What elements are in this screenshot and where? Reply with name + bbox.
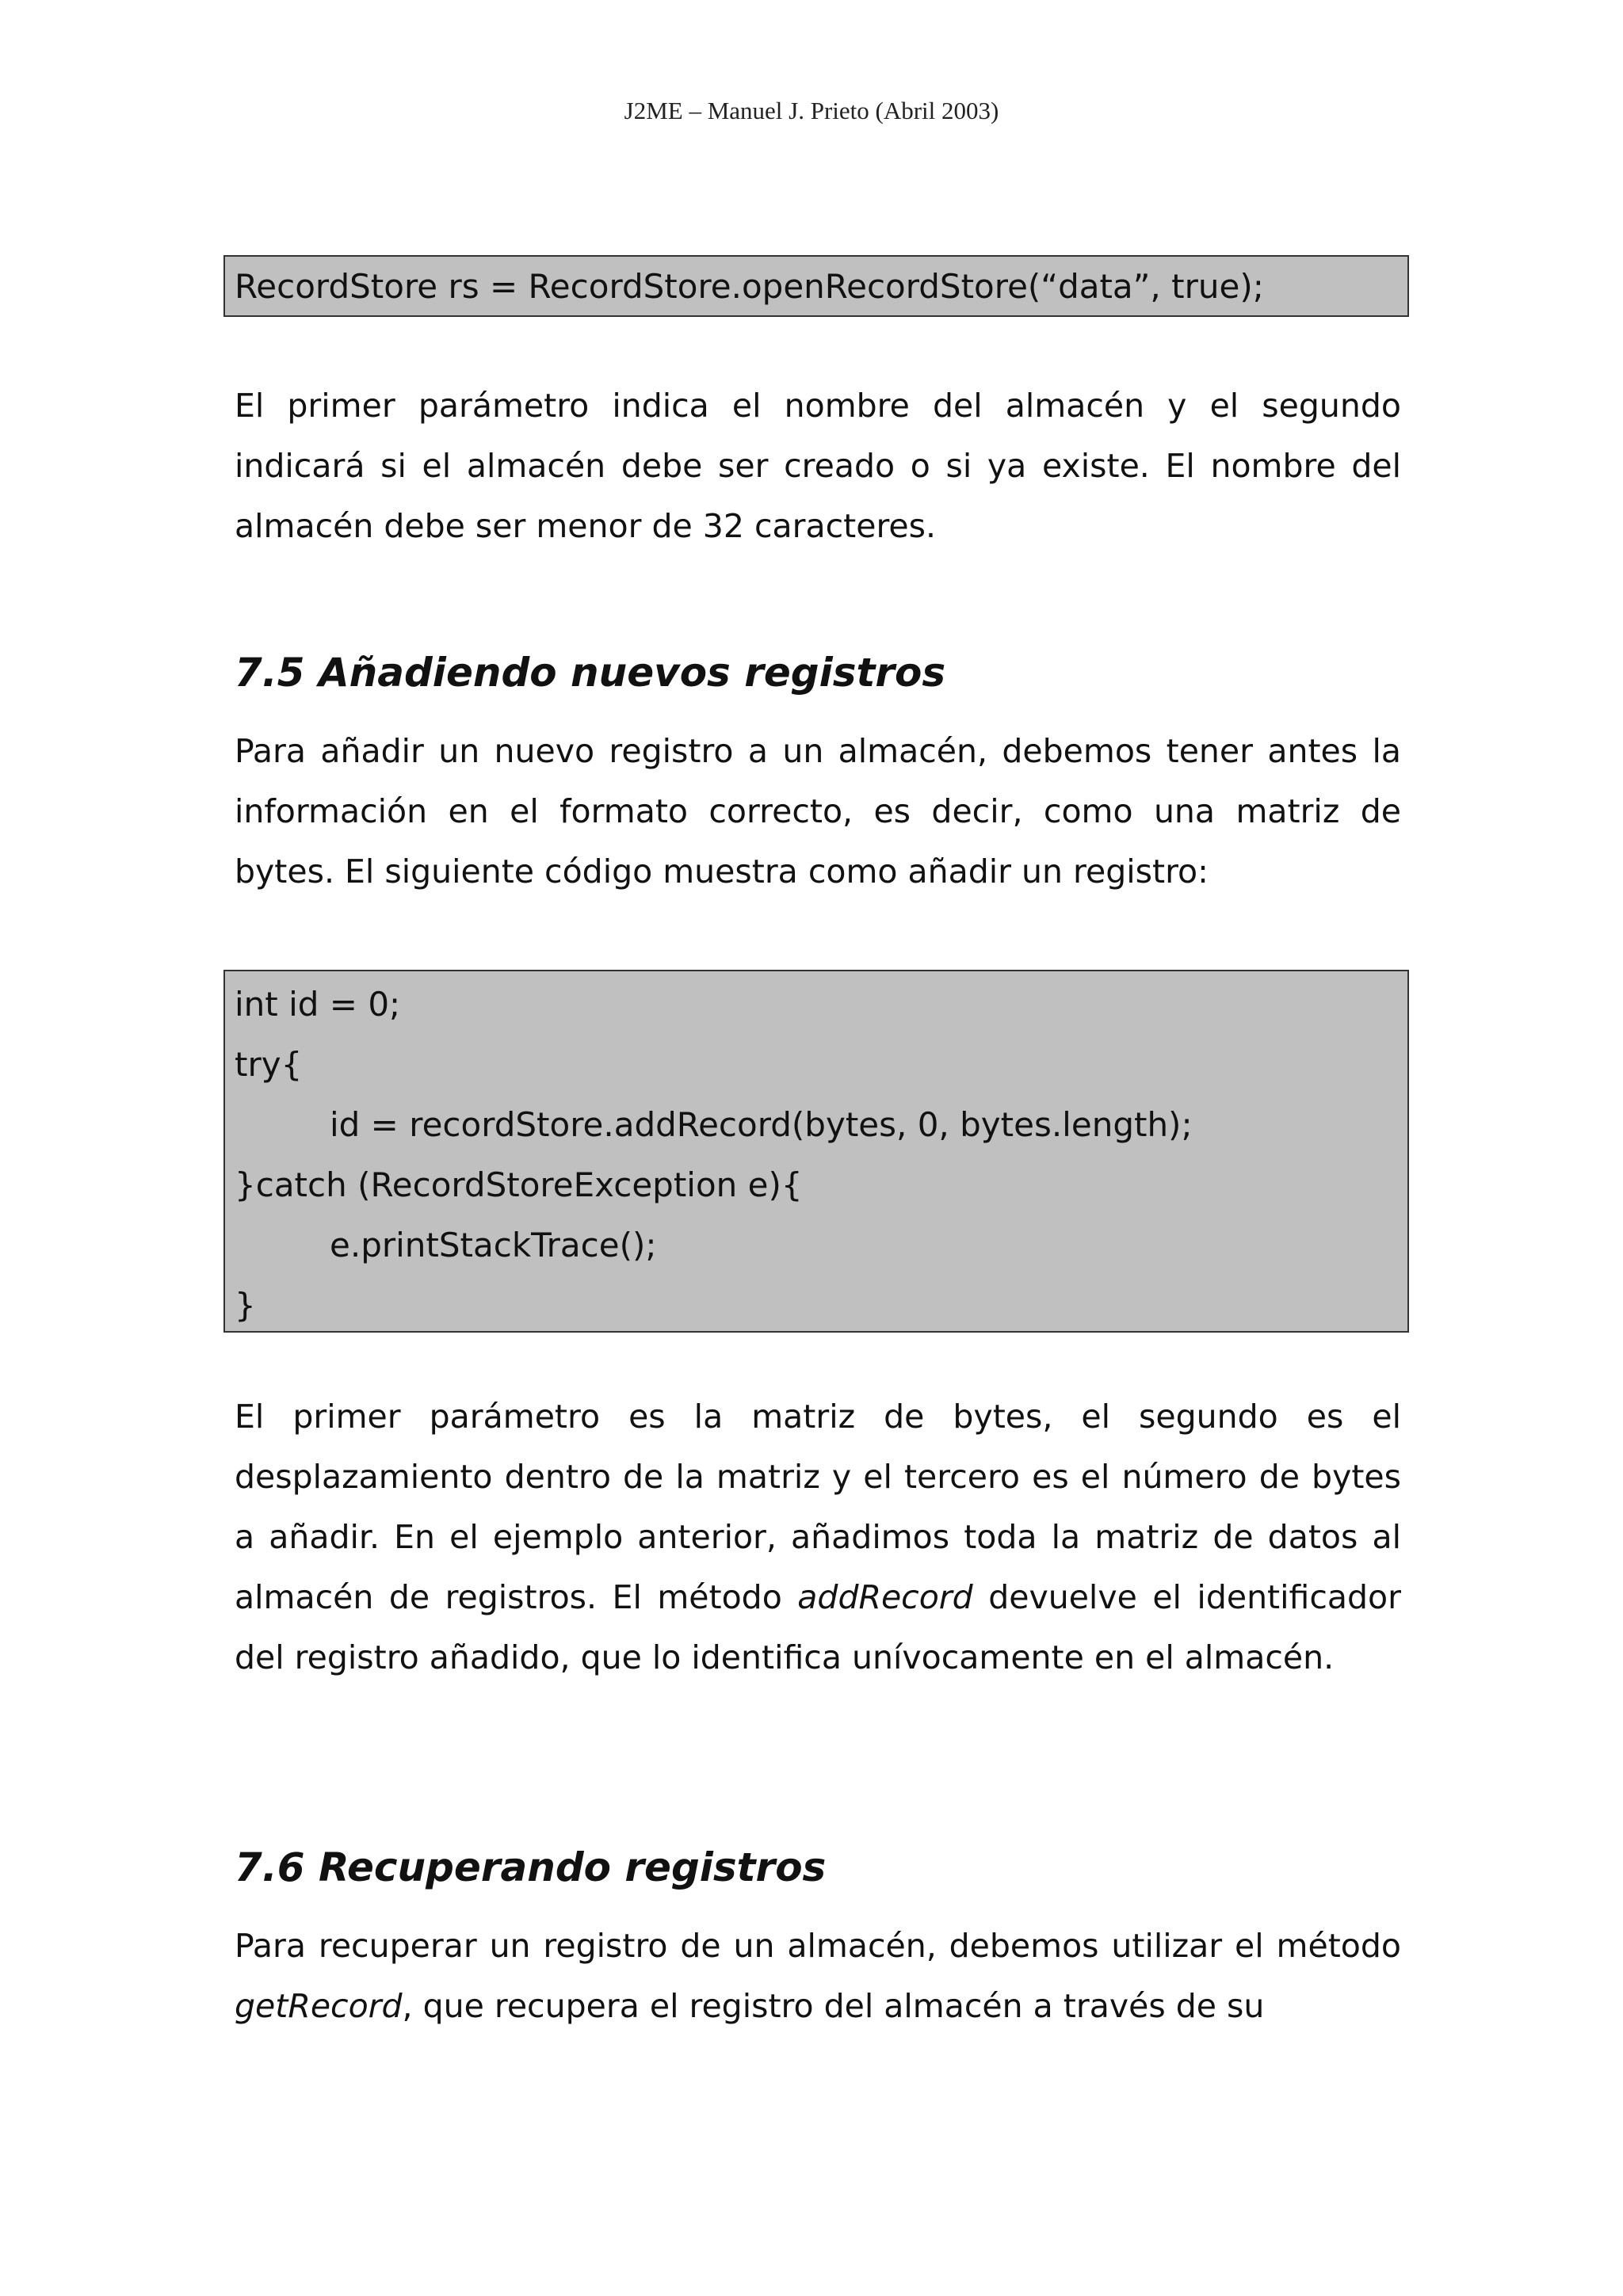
paragraph-text: devuelve el identificador del registro añadido, que lo identifica unívocamente en el almacén.	[235, 1578, 1401, 1676]
paragraph-retrieve-intro	[235, 1916, 1401, 2036]
code-line: e.printStackTrace();	[330, 1226, 657, 1264]
running-header: J2ME – Manuel J. Prieto (Abril 2003)	[624, 97, 999, 124]
paragraph-open-parameters: El primer parámetro indica el nombre del almacén y el segundo indicará si el almacén debe ser creado o si ya existe. El nombre del almacén debe ser menor de 32 caracteres.	[235, 387, 1401, 545]
code-line: RecordStore rs = RecordStore.openRecordStore(“data”, true);	[235, 267, 1264, 306]
method-name-getrecord: getRecord	[235, 1987, 403, 2025]
section-heading-7-5: 7.5 Añadiendo nuevos registros	[235, 650, 946, 696]
paragraph-add-intro: Para añadir un nuevo registro a un almacén, debemos tener antes la información en el formato correcto, es decir, como una matriz de bytes. El siguiente código muestra como añadir un registro:	[235, 732, 1401, 891]
code-line: }catch (RecordStoreException e){	[235, 1165, 803, 1204]
method-name-addrecord: addRecord	[797, 1578, 973, 1616]
code-line: try{	[235, 1045, 303, 1084]
paragraph-text: , que recupera el registro del almacén a través de su	[402, 1987, 1265, 2025]
paragraph-text: Para recuperar un registro de un almacén, debemos utilizar el método	[235, 1927, 1401, 1965]
code-line: id = recordStore.addRecord(bytes, 0, bytes.length);	[330, 1105, 1193, 1144]
paragraph-text: El primer parámetro es la matriz de bytes, el segundo es el desplazamiento dentro de la matriz y el tercero es el número de bytes a añadir. En el ejemplo anterior, añadimos toda la matriz de datos al almacén de registros. El método	[235, 1398, 1401, 1616]
section-heading-7-6: 7.6 Recuperando registros	[235, 1844, 827, 1890]
paragraph-add-explanation	[235, 1386, 1401, 1688]
code-block-add-record	[223, 970, 1409, 1333]
code-line: }	[235, 1286, 256, 1325]
code-line: int id = 0;	[235, 985, 401, 1024]
code-block-open-record-store	[223, 255, 1409, 317]
